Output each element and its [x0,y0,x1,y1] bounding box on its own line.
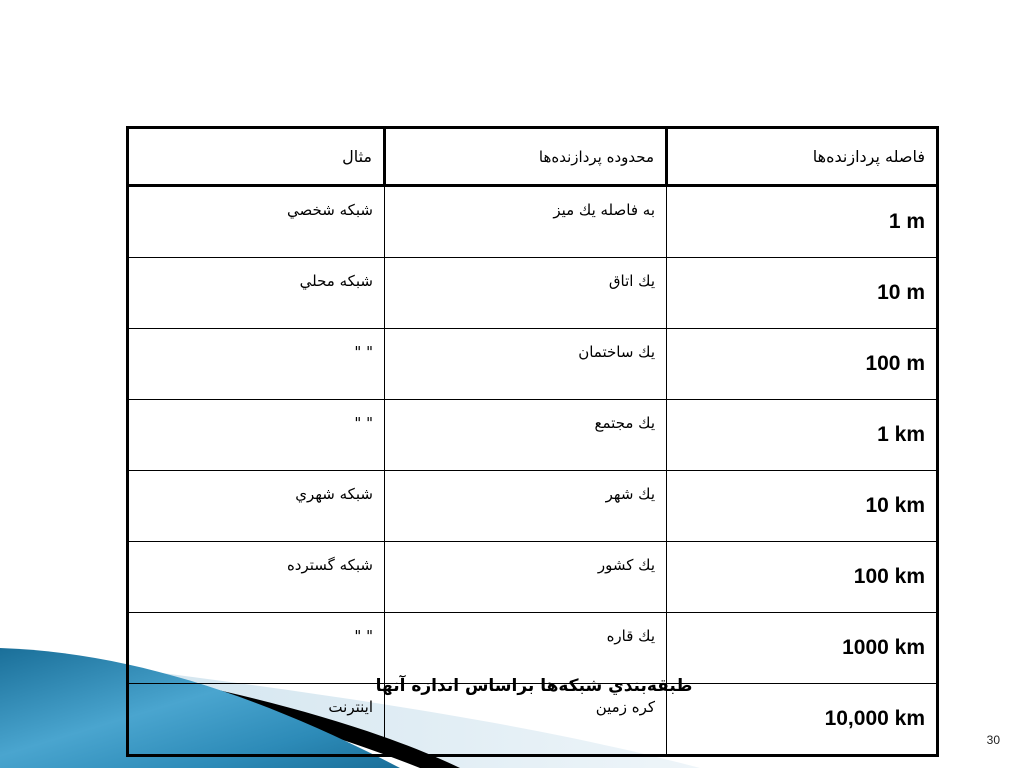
table-caption: طبقه‌بندي شبكه‌ها براساس اندازه آنها [375,676,693,696]
cell-example: شبكه گسترده [128,542,385,613]
cell-range: يك ساختمان [385,329,667,400]
table-row [128,186,938,258]
page-number: 30 [986,733,1000,747]
table-row [128,471,938,542]
table-row [128,329,938,400]
cell-distance: 10,000 km [667,684,938,756]
cell-range: كره زمين [385,684,667,756]
cell-distance: 100 km [667,542,938,613]
cell-example: شبكه شهري [128,471,385,542]
cell-distance: 1000 km [667,613,938,684]
distance-classification-table [126,126,939,757]
cell-example: شبكه محلي [128,258,385,329]
cell-distance: 10 km [667,471,938,542]
cell-example: شبكه شخصي [128,186,385,258]
table-header-row [128,128,938,186]
cell-range: يك قاره [385,613,667,684]
cell-range: به فاصله يك ميز [385,186,667,258]
table-row [128,400,938,471]
cell-range: يك كشور [385,542,667,613]
cell-example: اينترنت [128,684,385,756]
cell-range: يك اتاق [385,258,667,329]
header-range: محدوده پردازنده‌ها [385,128,667,186]
cell-example: " " [128,400,385,471]
cell-distance: 100 m [667,329,938,400]
table-row [128,613,938,684]
header-example: مثال [128,128,385,186]
cell-example: " " [128,613,385,684]
cell-range: يك شهر [385,471,667,542]
cell-distance: 1 m [667,186,938,258]
header-distance: فاصله پردازنده‌ها [667,128,938,186]
cell-distance: 1 km [667,400,938,471]
table-row [128,542,938,613]
cell-example: " " [128,329,385,400]
table-row [128,258,938,329]
cell-distance: 10 m [667,258,938,329]
cell-range: يك مجتمع [385,400,667,471]
